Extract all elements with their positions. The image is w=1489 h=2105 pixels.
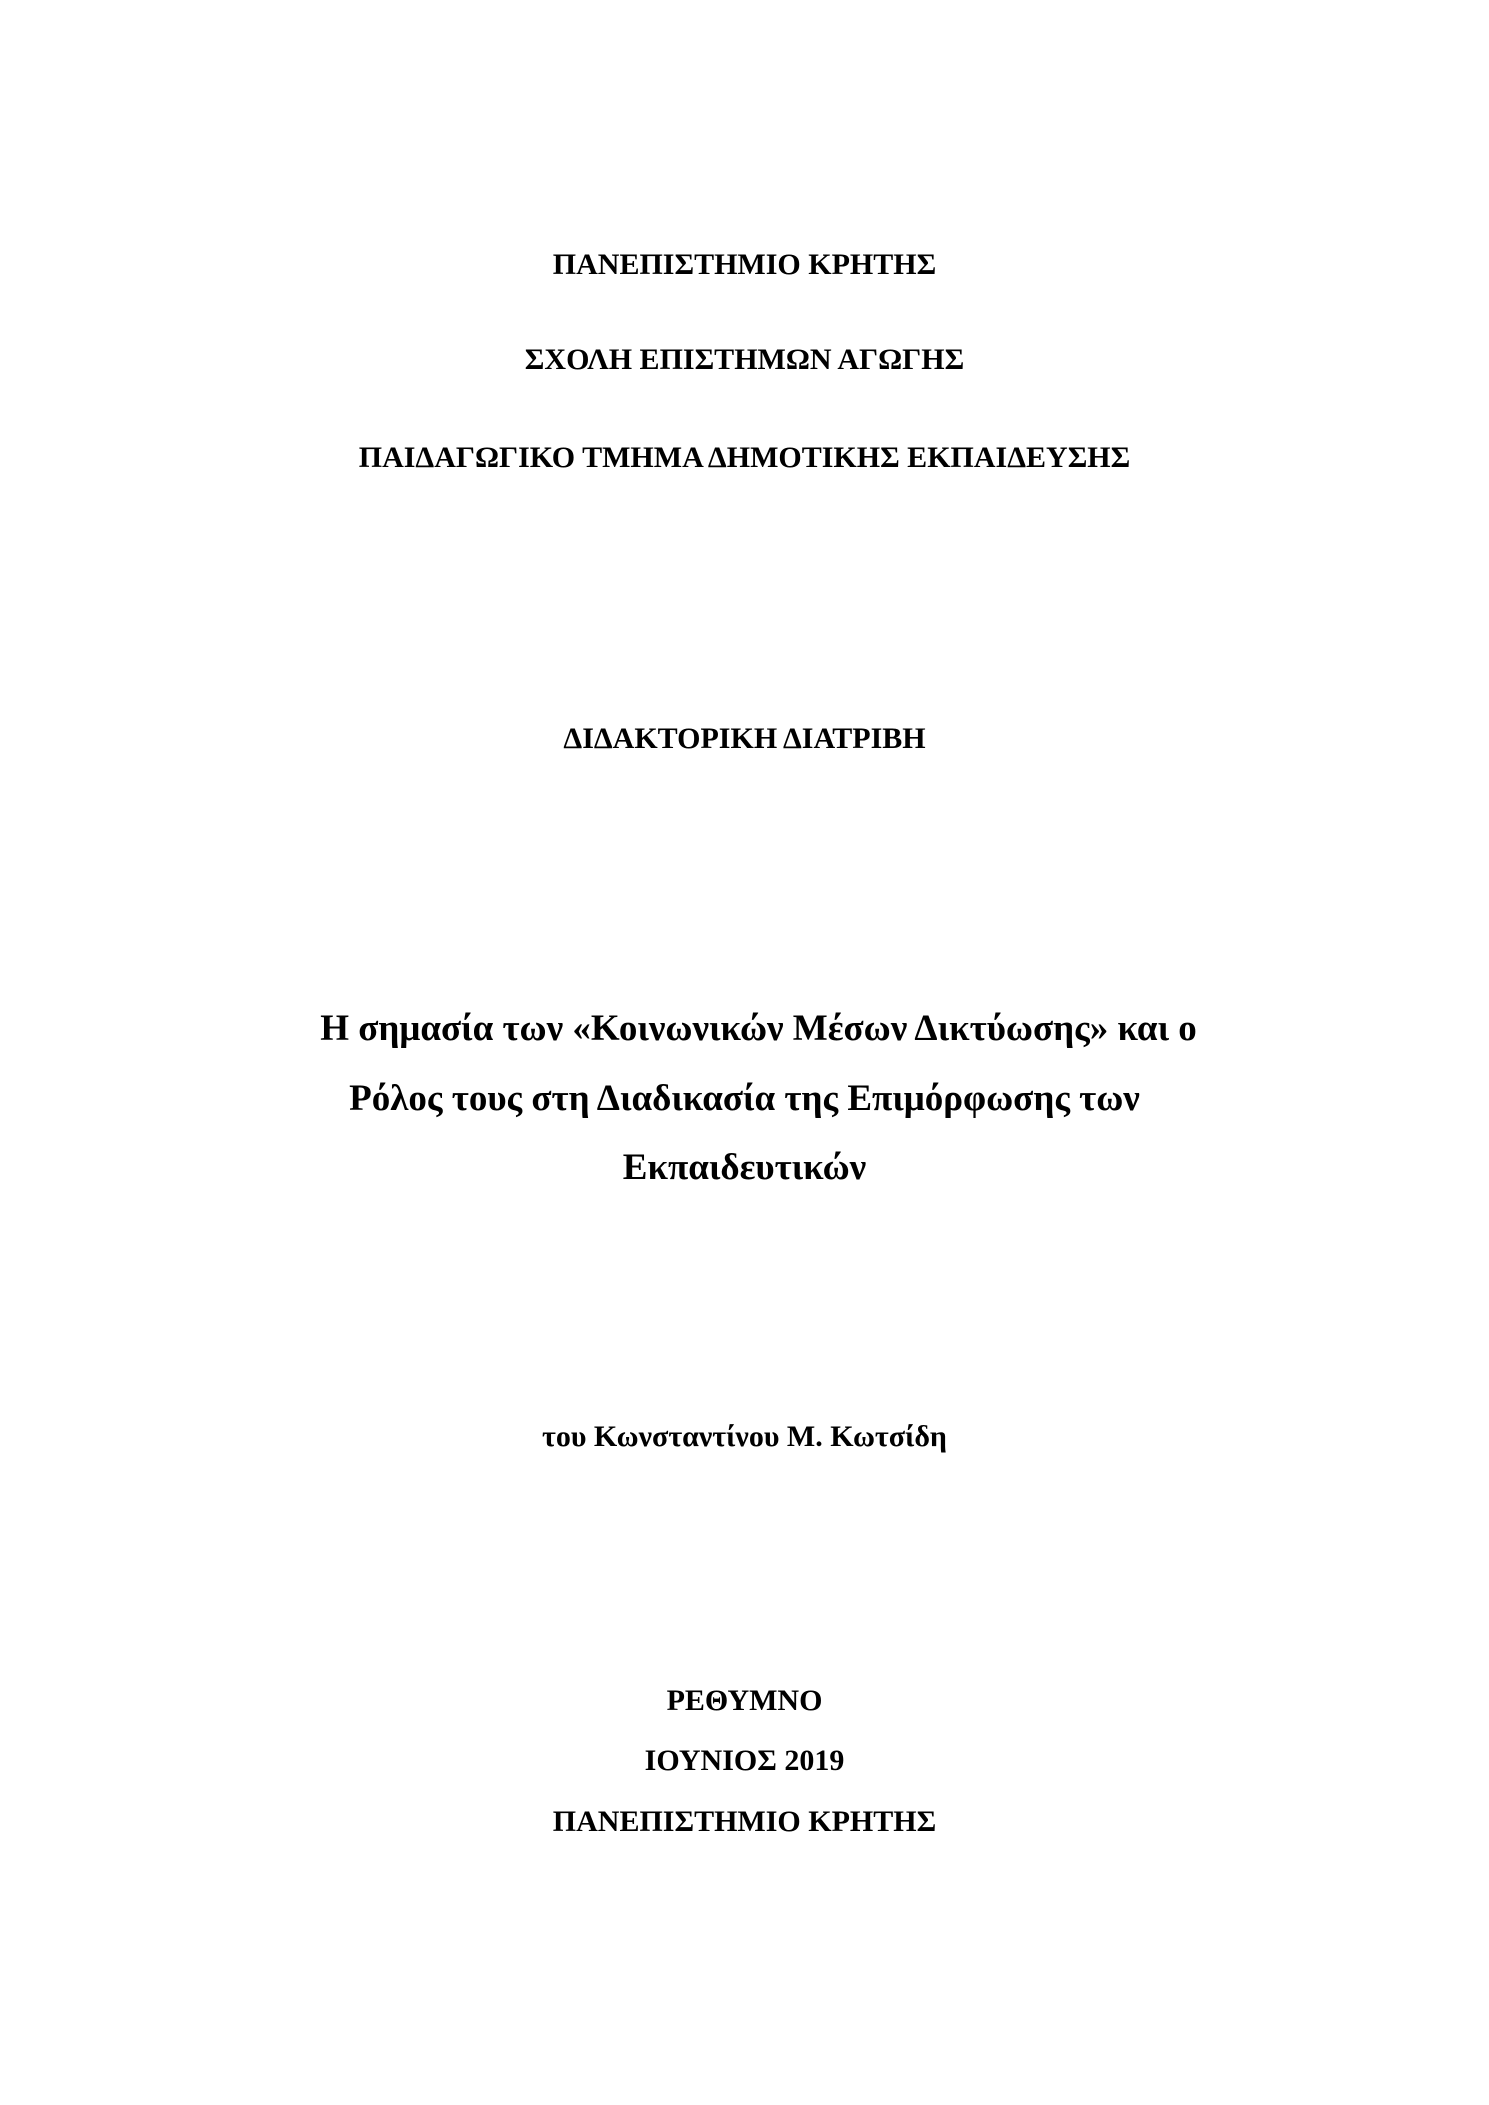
school-name: ΣΧΟΛΗ ΕΠΙΣΤΗΜΩΝ ΑΓΩΓΗΣ — [524, 343, 965, 376]
university-name: ΠΑΝΕΠΙΣΤΗΜΙΟ ΚΡΗΤΗΣ — [552, 248, 937, 281]
thesis-title-line-2: Ρόλος τους στη Διαδικασία της Επιμόρφωσης των — [349, 1078, 1140, 1119]
city: ΡΕΘΥΜΝΟ — [666, 1684, 823, 1717]
department-name: ΠΑΙΔΑΓΩΓΙΚΟ ΤΜΗΜΑ ΔΗΜΟΤΙΚΗΣ ΕΚΠΑΙΔΕΥΣΗΣ — [358, 441, 1131, 474]
footer-university-name: ΠΑΝΕΠΙΣΤΗΜΙΟ ΚΡΗΤΗΣ — [552, 1805, 937, 1838]
author-name: του Κωνσταντίνου Μ. Κωτσίδη — [542, 1420, 947, 1453]
date: ΙΟΥΝΙΟΣ 2019 — [644, 1744, 845, 1777]
document-type: ΔΙΔΑΚΤΟΡΙΚΗ ΔΙΑΤΡΙΒΗ — [563, 722, 926, 755]
thesis-title-line-3: Εκπαιδευτικών — [622, 1147, 867, 1188]
thesis-title-line-1: Η σημασία των «Κοινωνικών Μέσων Δικτύωσης» και ο — [320, 1008, 1197, 1049]
